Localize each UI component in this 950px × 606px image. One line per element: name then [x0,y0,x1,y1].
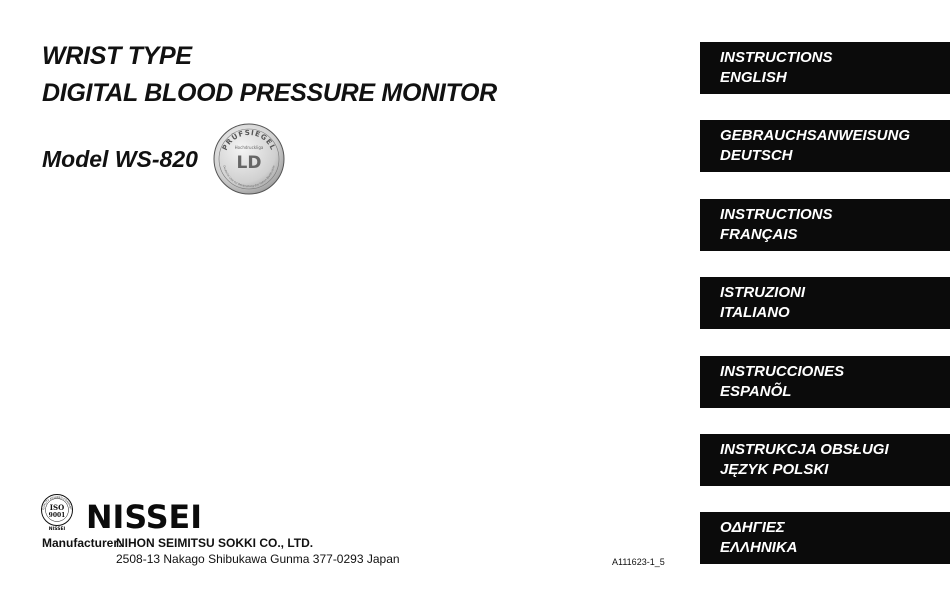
language-spanish-button[interactable] [700,356,950,408]
iso-top-text: QUALITY ASSURED COMPANY [42,495,72,510]
iso-number: 9001 [48,512,66,519]
language-line-1: ΟΔΗΓΙΕΣ [720,519,785,536]
language-line-1: ISTRUZIONI [720,284,805,301]
language-italian-button[interactable] [700,277,950,329]
language-line-2: FRANÇAIS [720,226,798,243]
seal-bottom-text: Deutsche Liga zur Bekämpfung des hohen Blutdruckes [222,165,276,189]
language-line-1: INSTRUCTIONS [720,206,833,223]
brand-name: NISSEI [86,501,202,531]
language-line-2: ITALIANO [720,304,790,321]
seal-top-text: PRÜFSIEGEL [220,128,278,152]
language-french-button[interactable] [700,199,950,251]
nissei-logo-icon [86,501,204,531]
seal-center-text: Hochdruckliga [234,145,264,150]
iso-text: ISO [49,503,65,512]
manufacturer-label: Manufacturer: [42,536,123,550]
manufacturer-name: NIHON SEIMITSU SOKKI CO., LTD. [116,536,314,550]
language-line-1: INSTRUCTIONS [720,49,833,66]
document-title [42,38,497,112]
document-code: A111623-1_5 [612,557,665,567]
language-line-2: ΕΛΛΗΝΙΚΑ [720,539,798,556]
iso-9001-badge-icon [40,493,74,531]
language-line-2: DEUTSCH [720,147,793,164]
seal-mark: LD [236,153,262,173]
language-line-1: INSTRUKCJA OBSŁUGI [720,441,889,458]
title-line-1: WRIST TYPE [42,42,192,70]
pruefsiegel-seal-icon [213,123,285,195]
language-line-2: ENGLISH [720,69,787,86]
manufacturer-address: 2508-13 Nakago Shibukawa Gunma 377-0293 Japan [116,552,400,566]
language-polish-button[interactable] [700,434,950,486]
language-line-2: ESPANÕL [720,383,792,400]
language-english-button[interactable] [700,42,950,94]
language-greek-button[interactable] [700,512,950,564]
language-line-2: JĘZYK POLSKI [720,461,829,478]
model-name: Model WS-820 [42,146,198,172]
language-line-1: GEBRAUCHSANWEISUNG [720,127,911,144]
language-line-1: INSTRUCCIONES [720,363,845,380]
iso-bottom-text: NISSEI [48,527,66,531]
language-german-button[interactable] [700,120,950,172]
title-line-2: DIGITAL BLOOD PRESSURE MONITOR [42,79,497,107]
